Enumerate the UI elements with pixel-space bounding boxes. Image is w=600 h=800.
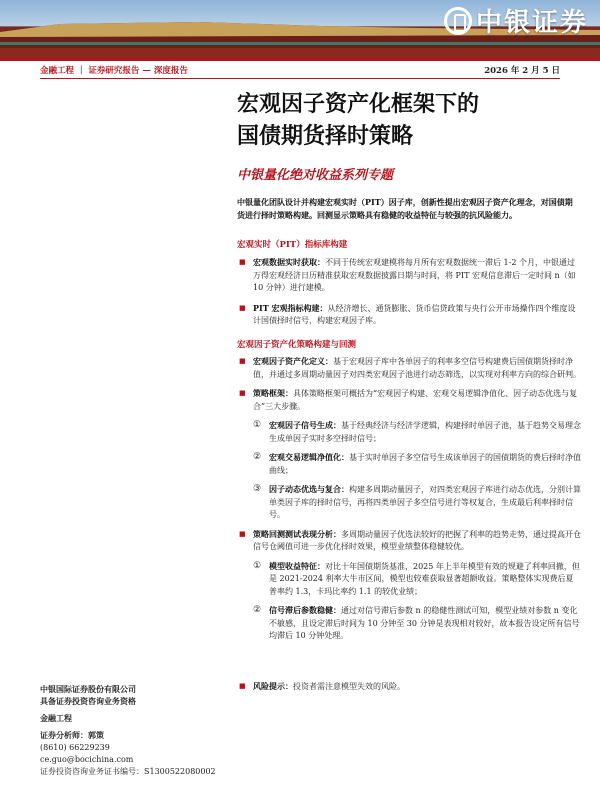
sidebar-email[interactable]: ce.guo@bocichina.com [40,755,134,764]
result-number: ② [253,605,262,615]
bullet-label: 策略回测测试表现分析： [253,528,341,539]
section-heading-strategy: 宏观因子资产化策略构建与回测 [237,340,357,350]
result-number: ① [253,560,262,571]
section-heading-pit: 宏观实时（PIT）指标库构建 [237,240,348,250]
page-title [237,88,587,152]
list-item [237,387,581,413]
step-number: ② [253,452,262,462]
result-item [237,560,581,599]
step-number: ③ [253,484,262,494]
list-item [237,256,581,295]
sidebar-cert: 证券投资咨询业务证书编号：S1300522080002 [40,767,216,776]
bullet-text: 多周期动量因子优选法较好的把握了利率的趋势走势，通过提高开仓信号仓阈值可进一步优化择时效果，模型业绩整体稳健较优。 [253,529,581,551]
step-item [237,483,581,522]
report-date: 2026 年 2 月 5 日 [484,66,560,76]
bullet-label: 宏观因子资产化定义： [253,356,333,366]
report-meta-bar [40,64,560,78]
section-strategy-body [237,355,581,643]
list-item [237,355,581,381]
bullet-text: 从经济增长、通货膨胀、货币信贷政策与央行公开市场操作四个维度设计国债择时信号，构建宏观因子库。 [253,303,576,325]
result-text: 通过对信号滞后参数 n 的稳健性测试可知，模型业绩对参数 n 变化不敏感，且设定滞后时间为 10 分钟至 30 分钟是表现相对较好，故本报告设定所有信号均滞后 10 分钟处理。 [269,606,580,640]
result-text: 对比十年国债期货基准，2025 年上半年模型有效的规避了利率回撤，但是 2021-2024 利率大牛市区间，模型也较难获取显著超额收益。策略整体实现费后夏普率约 1.3，卡玛比率约 1.1 的较优业绩； [269,561,580,596]
bullet-label: 宏观数据实时获取： [253,257,325,267]
sidebar-analyst: 证券分析师：郭策 [40,730,104,740]
bullet-text: 基于宏观因子库中各单因子的利率多空信号构建费后国债期货择时净值，并通过多周期动量因子对四类宏观因子池进行动态筛选，以实现对利率方向的综合研判。 [253,357,581,379]
step-item [237,451,581,477]
list-item [237,528,581,554]
step-number: ① [253,420,262,430]
bullet-label: 策略框架： [253,388,293,398]
header-banner [0,0,600,58]
result-item [237,604,581,643]
series-subtitle: 中银量化绝对收益系列专题 [237,168,394,183]
meta-divider [40,78,560,79]
result-label: 信号滞后参数稳健： [269,605,341,615]
step-label: 宏观因子信号生成： [269,420,341,430]
brand-name: 中银证券 [475,8,588,38]
boc-logo-icon [444,7,472,35]
sidebar-phone: (8610) 66229239 [40,743,110,752]
brand-logo [444,2,588,39]
risk-label: 风险提示： [253,681,293,691]
bullet-text: 不同于传统宏观建模将每月所有宏观数据统一滞后 1-2 个月，中银通过万得宏观经济日历精准获取宏观数据披露日期与时间，将 PIT 宏观信息滞后一定时间 n（如 10 分钟）进行建模。 [253,258,576,292]
step-item [237,419,581,445]
bullet-text: 具体策略框架可概括为“宏观因子构建、宏观交易逻辑净值化、因子动态优选与复合”三大步骤。 [253,389,578,411]
title-line-2: 国债期货择时策略 [237,123,414,149]
list-item [237,302,581,328]
bullet-label: PIT 宏观指标构建： [253,302,328,313]
result-label: 模型收益特征： [269,560,325,571]
sidebar-license: 具备证券投资咨询业务资格 [40,696,136,706]
risk-text: 投资者需注意模型失效的风险。 [293,682,405,691]
step-text: 构建多周期动量因子，对四类宏观因子库进行动态优选，分别计算单类因子库的择时信号，再将四类单因子多空信号进行等权复合，生成最后利率择时信号。 [269,485,581,519]
step-text: 基于实时单因子多空信号生成该单因子的国债期货的费后择时净值曲线； [269,453,581,475]
section-pit-body [237,256,581,328]
risk-warning [237,680,581,694]
step-label: 宏观交易逻辑净值化： [269,452,349,462]
sidebar-dept: 金融工程 [40,713,72,723]
intro-paragraph: 中银量化团队设计并构建宏观实时（PIT）因子库，创新性提出宏观因子资产化理念，对国债期货进行择时策略构建。回测显示策略具有稳健的收益特征与较强的抗风险能力。 [237,197,573,220]
sidebar-company: 中银国际证券股份有限公司 [40,684,136,694]
step-label: 因子动态优选与复合： [269,484,349,494]
list-item [237,680,581,694]
header-red-rule [0,58,600,61]
title-line-1: 宏观因子资产化框架下的 [237,91,480,117]
report-category: 金融工程 ｜ 证券研究报告 — 深度报告 [40,66,188,76]
step-text: 基于经典经济与经济学逻辑，构建择时单因子池，基于趋势交易理念生成单因子实时多空择时信号； [269,421,581,443]
